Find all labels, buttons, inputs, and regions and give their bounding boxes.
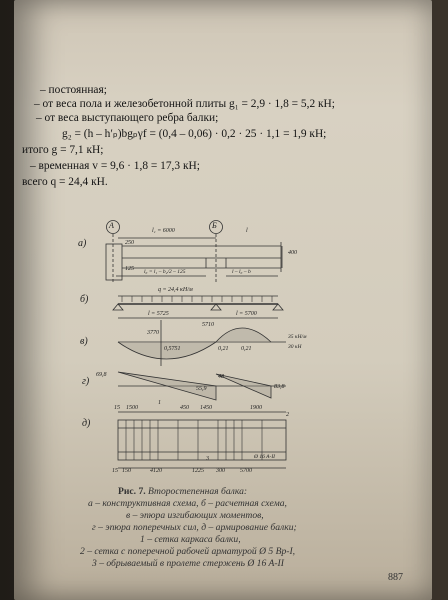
figure-number: Рис. 7. bbox=[118, 486, 146, 497]
text-line: – временная v = 9,6 · 1,8 = 17,3 кН; bbox=[30, 160, 200, 172]
dim-15: 15 bbox=[114, 405, 120, 411]
dim-1900: 1900 bbox=[250, 405, 262, 411]
caption-line: г – эпюра поперечных сил, д – армирование балки; bbox=[92, 522, 297, 533]
dim-l-lo: l – l₀ – b bbox=[232, 269, 251, 275]
dim-4120: 4120 bbox=[150, 468, 162, 474]
panel-label-b: б) bbox=[80, 294, 89, 305]
panel-label-d: г) bbox=[82, 376, 90, 387]
dim-15b: 15 bbox=[112, 468, 118, 474]
span-2: l = 5700 bbox=[236, 311, 257, 317]
dim-300: 300 bbox=[216, 468, 225, 474]
span-1: l = 5725 bbox=[148, 311, 169, 317]
figure-caption-title bbox=[118, 486, 247, 497]
text-line: – от веса пола и железобетонной плиты g₁ = 2,9 · 1,8 = 5,2 кН; bbox=[34, 98, 335, 110]
moment-021a: 0,21 bbox=[218, 346, 229, 352]
caption-line: в – эпюра изгибающих моментов, bbox=[126, 510, 264, 521]
dim-1225: 1225 bbox=[192, 468, 204, 474]
dim-1500: 1500 bbox=[126, 405, 138, 411]
dim-250: 250 bbox=[125, 240, 134, 246]
axis-b-label: Б bbox=[212, 221, 217, 230]
text-line: итого g = 7,1 кН; bbox=[22, 144, 104, 156]
text-line: всего q = 24,4 кН. bbox=[22, 176, 108, 188]
dim-l1: l₁ = 6000 bbox=[152, 228, 175, 234]
panel-label-a: а) bbox=[78, 238, 87, 249]
dim-5700: 5700 bbox=[240, 468, 252, 474]
caption-line: 2 – сетка с поперечной рабочей арматурой Ø 5 Вр-I, bbox=[80, 546, 296, 557]
shear-left: 69,8 bbox=[96, 372, 107, 378]
beam-figure bbox=[56, 216, 426, 476]
axis-a-label: А bbox=[109, 221, 114, 230]
caption-line: а – конструктивная схема, б – расчетная схема, bbox=[88, 498, 287, 509]
caption-line: 1 – сетка каркаса балки, bbox=[140, 534, 241, 545]
dim-400: 400 bbox=[288, 250, 297, 256]
formula-line: g₂ = (h – h′ₚ)bgₚγf = (0,4 – 0,06) · 0,2 · 25 · 1,1 = 1,9 кН; bbox=[62, 128, 327, 140]
panel-label-e: д) bbox=[82, 418, 91, 429]
text-line: – от веса выступающего ребра балки; bbox=[36, 112, 219, 124]
text-line: – постоянная; bbox=[40, 84, 107, 96]
shear-mid1: 55,9 bbox=[196, 386, 207, 392]
shear-right: 83,8 bbox=[274, 384, 285, 390]
load-label: q = 24,4 кН/м bbox=[158, 287, 193, 293]
figure-title: Второстепенная балка: bbox=[145, 486, 248, 497]
moment-5751: 0,5751 bbox=[164, 346, 181, 352]
moment-35kn: 35 кН/м bbox=[288, 334, 307, 340]
dim-125: 125 bbox=[125, 266, 134, 272]
dim-1450: 1450 bbox=[200, 405, 212, 411]
page-number: 887 bbox=[388, 572, 403, 583]
dim-3: 3 bbox=[206, 456, 209, 462]
rebar-label: Ø 16 A-II bbox=[254, 454, 275, 460]
moment-30kn: 30 кН bbox=[288, 344, 302, 350]
dim-2: 2 bbox=[286, 412, 289, 418]
dim-l: l bbox=[246, 228, 248, 234]
dim-lo-formula: l₀ = l₁ – b₂/2 – 125 bbox=[144, 269, 186, 275]
shear-mid2: 48 bbox=[218, 374, 224, 380]
panel-label-c: в) bbox=[80, 336, 88, 347]
wall-left bbox=[106, 244, 122, 280]
moment-5710: 5710 bbox=[202, 322, 214, 328]
dim-150: 150 bbox=[122, 468, 131, 474]
moment-3770: 3770 bbox=[147, 330, 159, 336]
dim-450: 450 bbox=[180, 405, 189, 411]
moment-021b: 0,21 bbox=[241, 346, 252, 352]
caption-line: 3 – обрываемый в пролете стержень Ø 16 A-II bbox=[92, 558, 284, 569]
dim-1: 1 bbox=[158, 400, 161, 406]
